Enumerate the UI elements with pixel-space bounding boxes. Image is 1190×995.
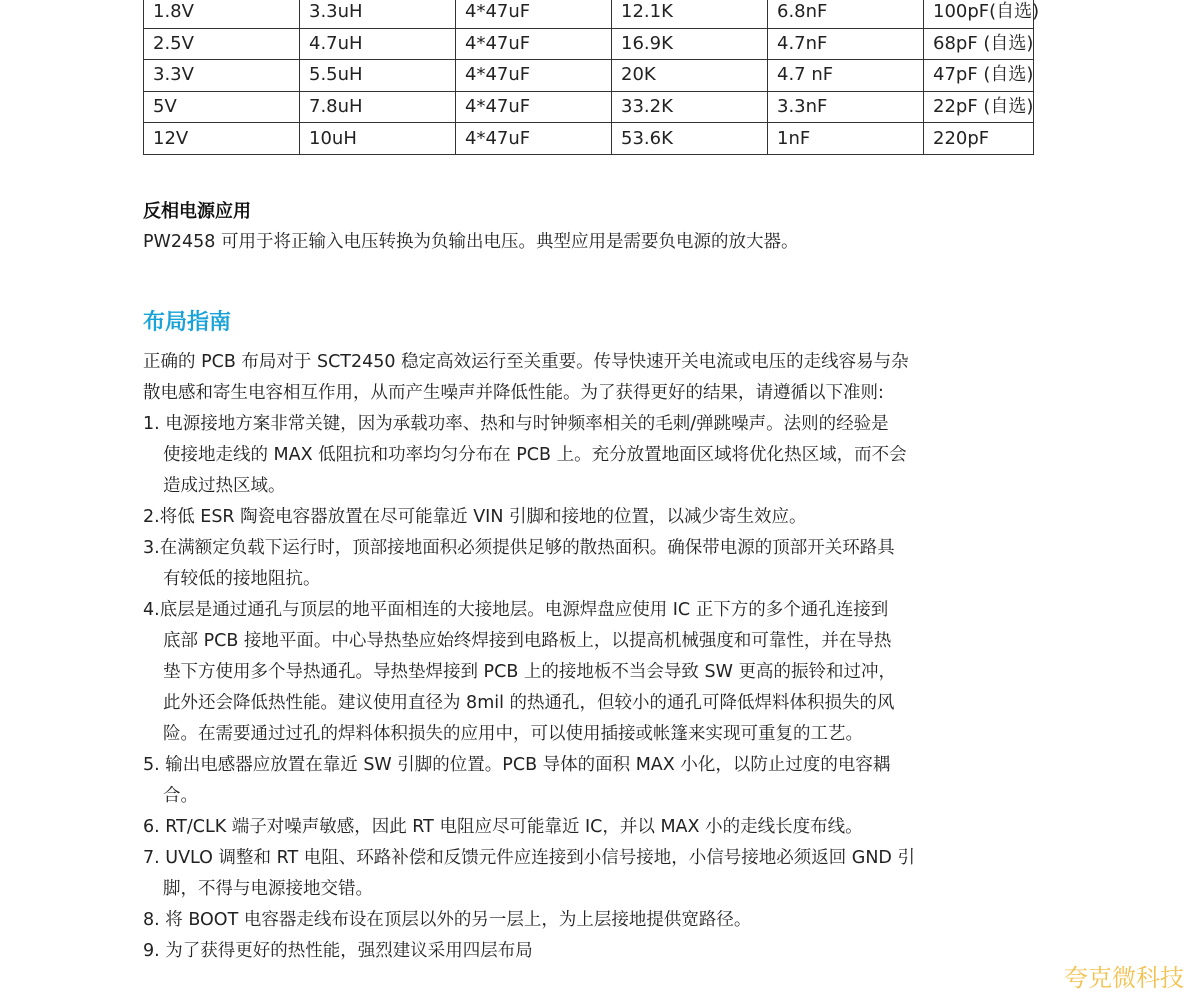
guideline-item xyxy=(143,595,1038,750)
guideline-line: 3.在满额定负载下运行时，顶部接地面积必须提供足够的散热面积。确保带电源的顶部开关环路具 xyxy=(143,538,895,558)
table-cell: 7.8uH xyxy=(300,91,456,123)
table-cell: 22pF (自选) xyxy=(924,91,1034,123)
layout-guide-title: 布局指南 xyxy=(143,310,232,335)
guideline-line: 5. 输出电感器应放置在靠近 SW 引脚的位置。PCB 导体的面积 MAX 小化，以防止过度的电容耦 xyxy=(143,755,891,775)
guideline-line: 有较低的接地阻抗。 xyxy=(163,569,321,589)
table-cell: 220pF xyxy=(924,123,1034,155)
guideline-item xyxy=(143,409,1038,502)
table-cell: 4*47uF xyxy=(456,0,612,28)
intro-line: 散电感和寄生电容相互作用，从而产生噪声并降低性能。为了获得更好的结果，请遵循以下准则: xyxy=(143,383,884,403)
table-row xyxy=(144,28,1034,60)
table-body xyxy=(144,0,1040,154)
table-cell: 6.8nF xyxy=(768,0,924,28)
table-row xyxy=(144,91,1034,123)
table-cell: 3.3V xyxy=(144,60,300,92)
table-cell: 3.3nF xyxy=(768,91,924,123)
guideline-line: 7. UVLO 调整和 RT 电阻、环路补偿和反馈元件应连接到小信号接地，小信号接地必须返回 GND 引 xyxy=(143,848,915,868)
table-cell: 53.6K xyxy=(612,123,768,155)
guideline-item xyxy=(143,502,1038,533)
table-cell: 10uH xyxy=(300,123,456,155)
table-cell: 12.1K xyxy=(612,0,768,28)
table-cell: 100pF(自选) xyxy=(924,0,1034,28)
table-cell: 16.9K xyxy=(612,28,768,60)
guideline-line: 垫下方使用多个导热通孔。导热垫焊接到 PCB 上的接地板不当会导致 SW 更高的振铃和过冲， xyxy=(163,662,896,682)
guideline-line: 9. 为了获得更好的热性能，强烈建议采用四层布局 xyxy=(143,941,533,961)
table-cell: 33.2K xyxy=(612,91,768,123)
table-cell: 4*47uF xyxy=(456,91,612,123)
table-cell: 12V xyxy=(144,123,300,155)
table-cell: 4*47uF xyxy=(456,60,612,92)
guideline-line: 4.底层是通过通孔与顶层的地平面相连的大接地层。电源焊盘应使用 IC 正下方的多个通孔连接到 xyxy=(143,600,889,620)
table-row xyxy=(144,123,1034,155)
table-cell: 4.7nF xyxy=(768,28,924,60)
table-row xyxy=(144,0,1034,28)
watermark-text: 夸克微科技 xyxy=(1064,964,1184,992)
table-row xyxy=(144,60,1034,92)
component-values-table xyxy=(143,0,1040,155)
inverting-section-heading: 反相电源应用 xyxy=(143,201,251,222)
table-cell: 20K xyxy=(612,60,768,92)
layout-guide-body xyxy=(143,347,1038,967)
table-cell: 5V xyxy=(144,91,300,123)
table-cell: 2.5V xyxy=(144,28,300,60)
inverting-description: PW2458 可用于将正输入电压转换为负输出电压。典型应用是需要负电源的放大器。 xyxy=(143,232,799,252)
table-cell: 47pF (自选) xyxy=(924,60,1034,92)
table-cell: 5.5uH xyxy=(300,60,456,92)
table-cell: 4.7uH xyxy=(300,28,456,60)
table-cell: 3.3uH xyxy=(300,0,456,28)
table-cell: 68pF (自选) xyxy=(924,28,1034,60)
guideline-line: 使接地走线的 MAX 低阻抗和功率均匀分布在 PCB 上。充分放置地面区域将优化热区域，而不会 xyxy=(163,445,907,465)
guideline-line: 合。 xyxy=(163,786,198,806)
guideline-line: 此外还会降低热性能。建议使用直径为 8mil 的热通孔，但较小的通孔可降低焊料体积损失的风 xyxy=(163,693,895,713)
guideline-line: 造成过热区域。 xyxy=(163,476,286,496)
guideline-list xyxy=(143,409,1038,967)
guideline-item xyxy=(143,533,1038,595)
table-cell: 4*47uF xyxy=(456,28,612,60)
guideline-item xyxy=(143,750,1038,812)
table-cell: 1nF xyxy=(768,123,924,155)
table-cell: 4*47uF xyxy=(456,123,612,155)
guideline-line: 2.将低 ESR 陶瓷电容器放置在尽可能靠近 VIN 引脚和接地的位置，以减少寄生效应。 xyxy=(143,507,807,527)
guideline-line: 6. RT/CLK 端子对噪声敏感，因此 RT 电阻应尽可能靠近 IC，并以 MAX 小的走线长度布线。 xyxy=(143,817,863,837)
table-cell: 4.7 nF xyxy=(768,60,924,92)
guideline-line: 险。在需要通过过孔的焊料体积损失的应用中，可以使用插接或帐篷来实现可重复的工艺。 xyxy=(163,724,863,744)
guideline-item xyxy=(143,905,1038,936)
guideline-item xyxy=(143,843,1038,905)
intro-line: 正确的 PCB 布局对于 SCT2450 稳定高效运行至关重要。传导快速开关电流或电压的走线容易与杂 xyxy=(143,352,909,372)
guideline-line: 1. 电源接地方案非常关键，因为承载功率、热和与时钟频率相关的毛刺/弹跳噪声。法则的经验是 xyxy=(143,414,889,434)
guideline-item xyxy=(143,936,1038,967)
guideline-line: 8. 将 BOOT 电容器走线布设在顶层以外的另一层上，为上层接地提供宽路径。 xyxy=(143,910,752,930)
guideline-item xyxy=(143,812,1038,843)
guideline-line: 脚，不得与电源接地交错。 xyxy=(163,879,373,899)
guideline-line: 底部 PCB 接地平面。中心导热垫应始终焊接到电路板上，以提高机械强度和可靠性，并在导热 xyxy=(163,631,892,651)
table-cell: 1.8V xyxy=(144,0,300,28)
